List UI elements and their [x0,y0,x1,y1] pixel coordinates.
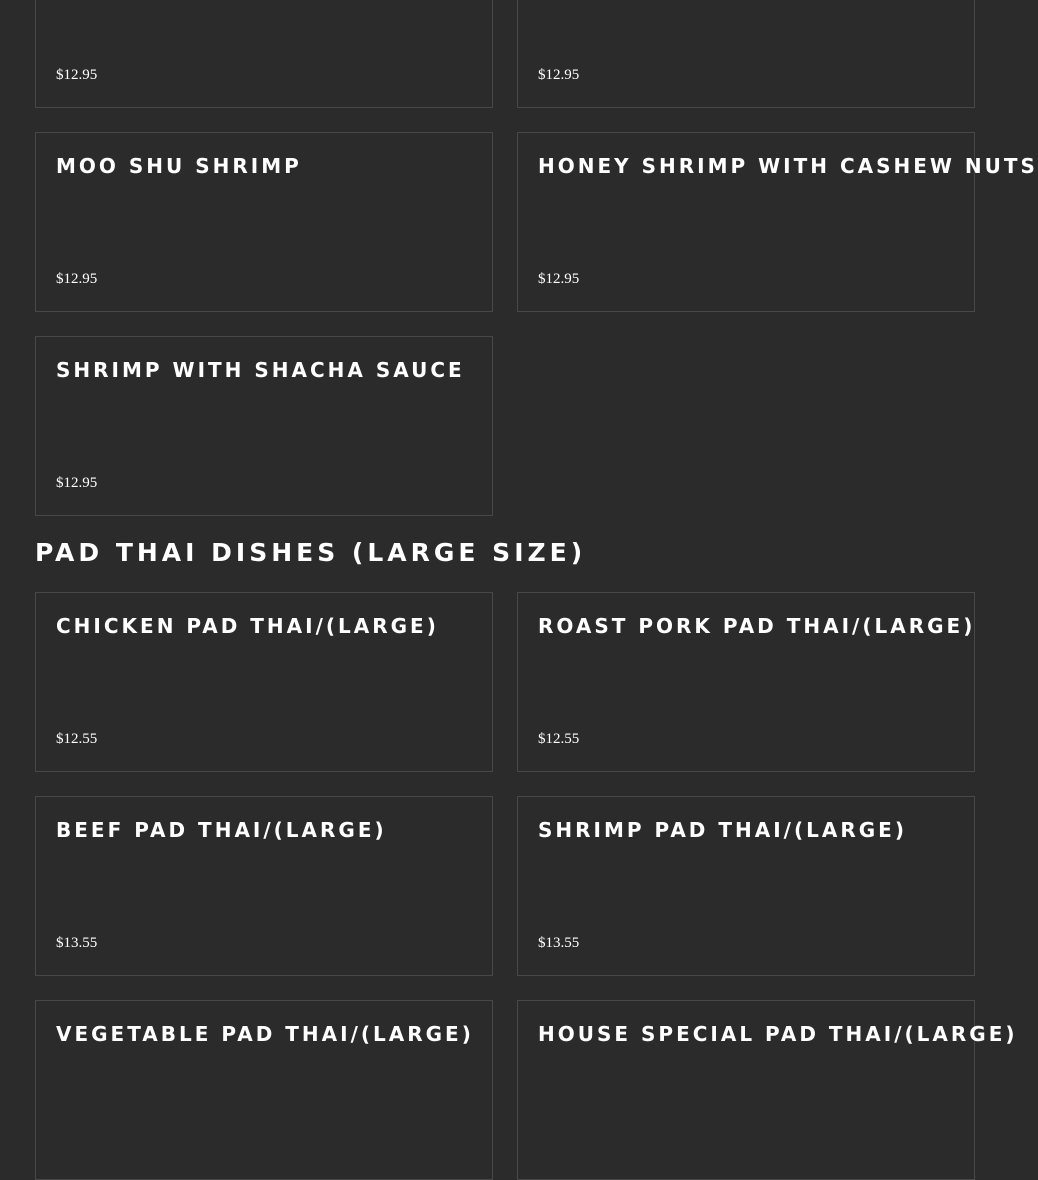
menu-item-price: $13.55 [56,935,98,951]
menu-item-name: HONEY SHRIMP WITH CASHEW NUTS [538,154,1038,178]
menu-item-card[interactable] [35,1000,493,1180]
menu-item-name: VEGETABLE PAD THAI/(LARGE) [56,1022,474,1046]
menu-item-price: $12.95 [56,67,98,83]
menu-item-card[interactable] [517,0,975,108]
menu-item-price: $13.55 [538,935,580,951]
menu-item-card[interactable] [35,796,493,976]
menu-item-card[interactable] [35,0,493,108]
menu-item-name: MOO SHU SHRIMP [56,154,302,178]
menu-item-card[interactable] [35,336,493,516]
menu-item-name: HOUSE SPECIAL PAD THAI/(LARGE) [538,1022,1018,1046]
menu-item-card[interactable] [517,796,975,976]
menu-item-price: $12.95 [538,271,580,287]
menu-item-price: $12.95 [538,67,580,83]
menu-item-card[interactable] [35,592,493,772]
section-heading: PAD THAI DISHES (LARGE SIZE) [35,538,587,567]
menu-item-card[interactable] [517,592,975,772]
menu-item-name: BEEF PAD THAI/(LARGE) [56,818,387,842]
menu-item-card[interactable] [517,132,1038,312]
menu-item-price: $12.95 [56,475,98,491]
menu-item-price: $12.95 [56,271,98,287]
menu-item-card[interactable] [35,132,493,312]
menu-item-card[interactable] [517,1000,1018,1180]
menu-item-name: ROAST PORK PAD THAI/(LARGE) [538,614,976,638]
menu-item-name: SHRIMP WITH SHACHA SAUCE [56,358,465,382]
menu-item-name: SHRIMP PAD THAI/(LARGE) [538,818,907,842]
menu-item-name: CHICKEN PAD THAI/(LARGE) [56,614,439,638]
menu-item-price: $12.55 [538,731,580,747]
menu-item-price: $12.55 [56,731,98,747]
